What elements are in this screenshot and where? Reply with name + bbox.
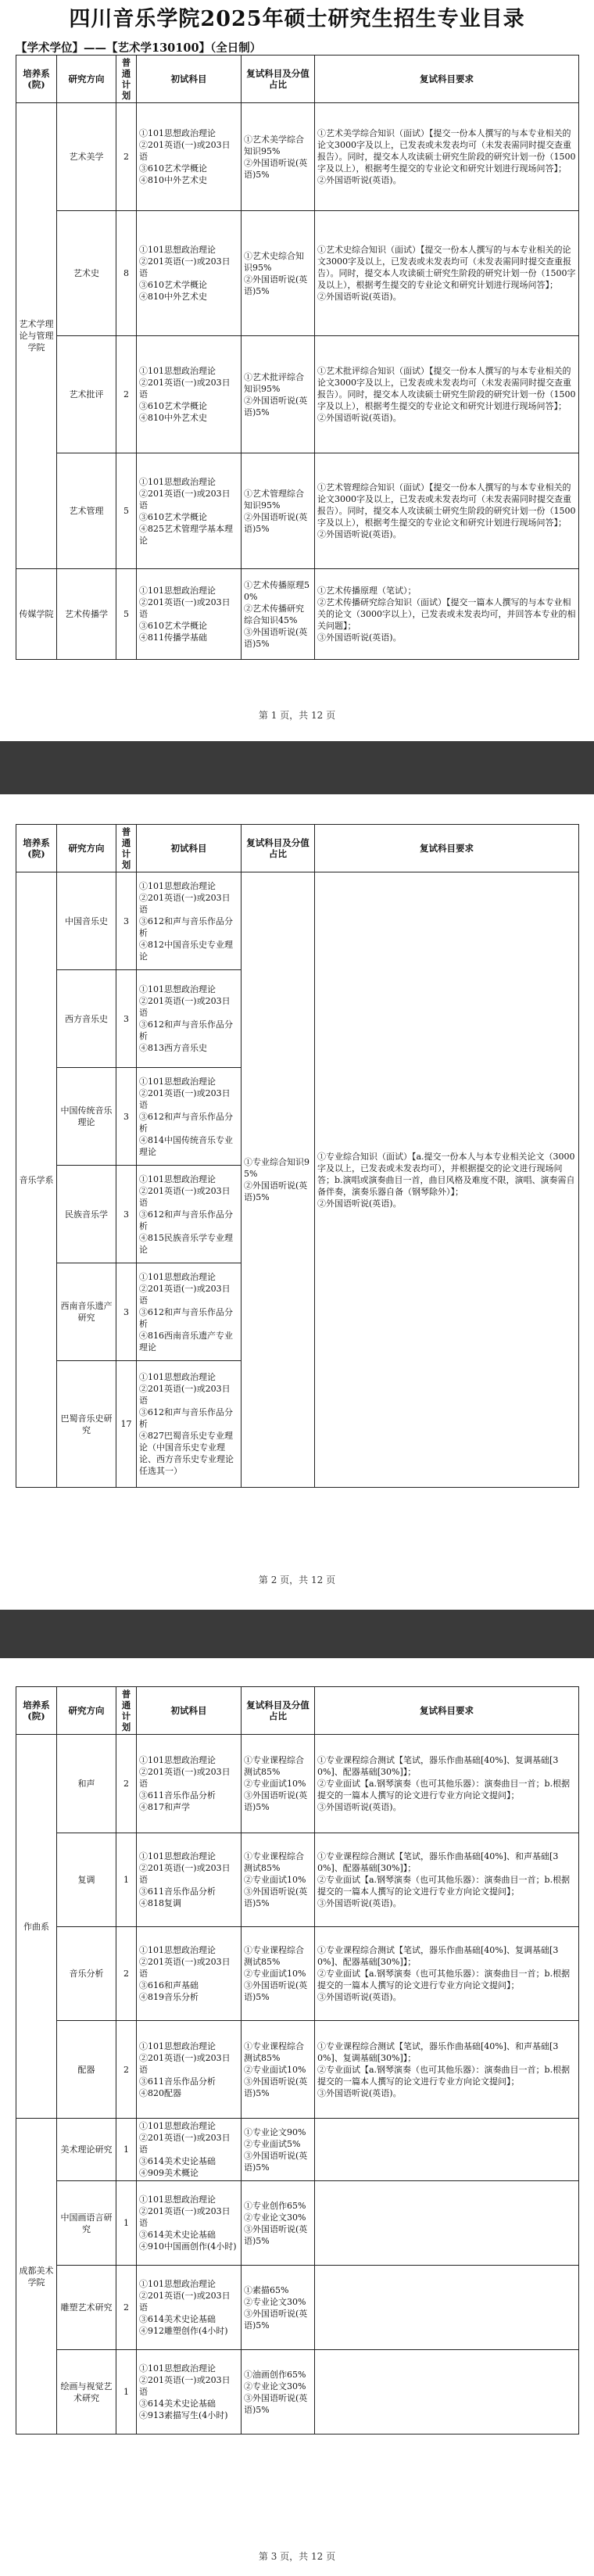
exam-subject: ②201英语(一)或203日语 <box>139 2291 231 2313</box>
requirement-item: ②外国语听说(英语)。 <box>317 413 402 423</box>
retest-item: ③外国语听说(英语)5% <box>244 626 308 649</box>
exam-subjects-cell <box>137 1166 242 1263</box>
plan-cell: 5 <box>116 453 137 569</box>
requirement-item: ②外国语听说(英语)。 <box>317 529 402 539</box>
table-row <box>16 1927 579 2021</box>
requirement-item: ②专业面试【a.钢琴演奏（也可其他乐器）：演奏曲目一首；b.根据提交的一篇本人撰写的论文进行专业方向论文提问】； <box>317 2064 571 2087</box>
exam-subject: ①101思想政治理论 <box>139 366 216 376</box>
exam-subject: ④816西南音乐遗产专业理论 <box>139 1330 233 1352</box>
retest-cell <box>242 2266 315 2350</box>
table-row <box>16 2119 579 2181</box>
requirement-item: ①专业课程综合测试【笔试，器乐作曲基础[40%]、和声基础[30%]、复调基础[30%]】； <box>317 2040 559 2063</box>
direction-cell: 艺术管理 <box>57 453 116 569</box>
exam-subject: ①101思想政治理论 <box>139 880 216 891</box>
exam-subject: ④815民族音乐学专业理论 <box>139 1232 233 1255</box>
degree-subtitle: 【学术学位】——【艺术学130100】（全日制） <box>16 41 262 55</box>
exam-subject: ②201英语(一)或203日语 <box>139 1087 231 1110</box>
exam-subject: ①101思想政治理论 <box>139 1173 216 1184</box>
exam-subject: ①101思想政治理论 <box>139 1076 216 1087</box>
exam-subjects-cell <box>137 453 242 569</box>
retest-item: ①专业课程综合测试85% <box>244 1851 304 1873</box>
header-plan: 普通计划 <box>116 825 137 872</box>
retest-item: ②外国语听说(英语)5% <box>244 395 308 417</box>
exam-subject: ②201英语(一)或203日语 <box>139 378 231 399</box>
direction-cell: 西南音乐遗产研究 <box>57 1263 116 1361</box>
exam-subjects-cell <box>137 569 242 660</box>
direction-cell: 中国传统音乐理论 <box>57 1068 116 1166</box>
exam-subject: ④913素描写生(4小时) <box>139 2410 228 2420</box>
exam-subject: ③611音乐作品分析 <box>139 2076 216 2087</box>
exam-subject: ③610艺术学概论 <box>139 511 207 522</box>
direction-cell: 绘画与视觉艺术研究 <box>57 2350 116 2434</box>
exam-subject: ②201英语(一)或203日语 <box>139 1767 231 1789</box>
requirement-item: ②专业面试【a.钢琴演奏（也可其他乐器）：演奏曲目一首；b.根据提交的一篇本人撰写的论文进行专业方向论文提问】； <box>317 1875 571 1897</box>
exam-subjects-cell <box>137 2350 242 2434</box>
retest-item: ②艺术传播研究综合知识45% <box>244 603 304 625</box>
plan-cell: 2 <box>116 2266 137 2350</box>
exam-subject: ③616和声基础 <box>139 1980 199 1990</box>
requirement-item: ②外国语听说(英语)。 <box>317 292 402 302</box>
exam-subject: ④820配器 <box>139 2087 181 2098</box>
exam-subject: ②201英语(一)或203日语 <box>139 1185 231 1208</box>
exam-subject: ④818复调 <box>139 1898 181 1908</box>
exam-subject: ③610艺术学概论 <box>139 401 207 411</box>
exam-subject: ③610艺术学概论 <box>139 621 207 631</box>
exam-subject: ④813西方音乐史 <box>139 1043 207 1053</box>
exam-subject: ①101思想政治理论 <box>139 2121 216 2131</box>
header-plan: 普通计划 <box>116 1687 137 1735</box>
requirement-item: ①专业综合知识（面试）【a.提交一份本人与本专业相关论文（3000字及以上，已发表或未发表均可），并根据提交的论文进行现场问答；b.演唱或演奏曲目一首，曲目风格及难度不限，演唱、演奏需自备伴奏，演奏乐器自备（钢琴除外）】； <box>317 1151 575 1197</box>
department-cell: 作曲系 <box>16 1735 57 2119</box>
exam-subject: ①101思想政治理论 <box>139 1945 216 1955</box>
requirements-cell <box>315 453 579 569</box>
page-footer: 第 2 页，共 12 页 <box>258 1575 336 1585</box>
exam-subject: ①101思想政治理论 <box>139 586 216 596</box>
exam-subject: ④810中外艺术史 <box>139 413 207 423</box>
retest-cell <box>242 1735 315 1833</box>
plan-cell: 2 <box>116 103 137 211</box>
header-plan: 普通计划 <box>116 56 137 103</box>
retest-cell <box>242 2021 315 2119</box>
exam-subject: ②201英语(一)或203日语 <box>139 996 231 1018</box>
exam-subjects-cell <box>137 1927 242 2021</box>
catalog-table-page-2 <box>16 824 579 1488</box>
retest-item: ②外国语听说(英语)5% <box>244 274 308 296</box>
header-exam: 初试科目 <box>137 56 242 103</box>
exam-subject: ③610艺术学概论 <box>139 163 207 174</box>
header-direction: 研究方向 <box>57 56 116 103</box>
exam-subject: ①101思想政治理论 <box>139 1851 216 1861</box>
requirement-item: ③外国语听说(英语)。 <box>317 1992 402 2002</box>
exam-subject: ③612和声与音乐作品分析 <box>139 1111 233 1134</box>
exam-subject: ①101思想政治理论 <box>139 2279 216 2289</box>
exam-subject: ③610艺术学概论 <box>139 280 207 290</box>
header-requirements: 复试科目要求 <box>315 56 579 103</box>
exam-subject: ①101思想政治理论 <box>139 128 216 138</box>
exam-subjects-cell <box>137 103 242 211</box>
exam-subject: ②201英语(一)或203日语 <box>139 597 231 619</box>
page-footer: 第 3 页，共 12 页 <box>258 2551 336 2562</box>
exam-subject: ①101思想政治理论 <box>139 984 216 994</box>
retest-item: ②专业论文30% <box>244 2296 306 2307</box>
table-row <box>16 2350 579 2434</box>
table-header-row <box>16 1687 579 1735</box>
exam-subject: ②201英语(一)或203日语 <box>139 2375 231 2397</box>
retest-item: ①专业创作65% <box>244 2200 306 2211</box>
plan-cell: 5 <box>116 569 137 660</box>
plan-cell: 1 <box>116 2119 137 2181</box>
retest-item: ②专业面试10% <box>244 2064 306 2075</box>
plan-cell: 2 <box>116 2021 137 2119</box>
retest-item: ②专业论文30% <box>244 2381 306 2391</box>
direction-cell: 巴蜀音乐史研究 <box>57 1361 116 1488</box>
table-header-row <box>16 825 579 872</box>
header-exam: 初试科目 <box>137 1687 242 1735</box>
retest-item: ③外国语听说(英语)5% <box>244 1790 308 1812</box>
requirement-item: ①专业课程综合测试【笔试，器乐作曲基础[40%]、和声基础[30%]、配器基础[30%]】； <box>317 1851 559 1873</box>
retest-item: ②专业论文30% <box>244 2212 306 2223</box>
retest-item: ①专业课程综合测试85% <box>244 1945 304 1967</box>
requirement-item: ①艺术管理综合知识（面试）【提交一份本人撰写的与本专业相关的论文3000字及以上，已发表或未发表均可（未发表需同时提交查重报告）。同时，提交本人攻读硕士研究生阶段的研究计划一份（1500字及以上），根据考生提交的专业论文和研究计划进行现场问答】； <box>317 482 576 528</box>
exam-subject: ①101思想政治理论 <box>139 2040 216 2051</box>
department-cell: 成都美术学院 <box>16 2119 57 2434</box>
table-row <box>16 1735 579 1833</box>
direction-cell: 和声 <box>57 1735 116 1833</box>
plan-cell: 3 <box>116 1263 137 1361</box>
header-department: 培养系(院) <box>16 1687 57 1735</box>
retest-item: ②外国语听说(英语)5% <box>244 157 308 180</box>
page-separator <box>0 741 594 794</box>
table-row <box>16 872 579 970</box>
exam-subjects-cell <box>137 2181 242 2266</box>
exam-subjects-cell <box>137 872 242 970</box>
page-2 <box>0 794 594 1610</box>
direction-cell: 艺术批评 <box>57 336 116 453</box>
retest-item: ①专业课程综合测试85% <box>244 2040 304 2063</box>
page-3 <box>0 1658 594 2576</box>
table-row <box>16 1833 579 1927</box>
exam-subjects-cell <box>137 1361 242 1488</box>
retest-item: ①艺术史综合知识95% <box>244 250 304 273</box>
plan-cell: 8 <box>116 211 137 336</box>
exam-subject: ④810中外艺术史 <box>139 175 207 185</box>
requirement-item: ①专业课程综合测试【笔试，器乐作曲基础[40%]、复调基础[30%]、配器基础[30%]】； <box>317 1755 559 1777</box>
exam-subject: ②201英语(一)或203日语 <box>139 488 231 511</box>
exam-subject: ④819音乐分析 <box>139 1992 199 2002</box>
exam-subjects-cell <box>137 1833 242 1927</box>
direction-cell: 音乐分析 <box>57 1927 116 2021</box>
exam-subjects-cell <box>137 2021 242 2119</box>
exam-subject: ③614美术史论基础 <box>139 2314 216 2324</box>
requirements-cell <box>315 2350 579 2434</box>
retest-item: ①艺术批评综合知识95% <box>244 371 304 394</box>
requirement-item: ②外国语听说(英语)。 <box>317 175 402 185</box>
exam-subject: ④812中国音乐史专业理论 <box>139 939 233 962</box>
exam-subject: ③614美术史论基础 <box>139 2230 216 2240</box>
retest-item: ②外国语听说(英语)5% <box>244 1181 308 1202</box>
exam-subjects-cell <box>137 1263 242 1361</box>
requirements-cell <box>315 872 579 1488</box>
direction-cell: 中国画语言研究 <box>57 2181 116 2266</box>
exam-subject: ④912雕塑创作(4小时) <box>139 2326 228 2336</box>
requirement-item: ③外国语听说(英语)。 <box>317 2087 402 2098</box>
retest-item: ①艺术管理综合知识95% <box>244 488 304 511</box>
direction-cell: 复调 <box>57 1833 116 1927</box>
retest-cell <box>242 2181 315 2266</box>
exam-subjects-cell <box>137 2266 242 2350</box>
exam-subject: ③611音乐作品分析 <box>139 1886 216 1897</box>
exam-subject: ②201英语(一)或203日语 <box>139 1957 231 1979</box>
requirements-cell <box>315 336 579 453</box>
requirement-item: ②专业面试【a.钢琴演奏（也可其他乐器）：演奏曲目一首；b.根据提交的一篇本人撰写的论文进行专业方向论文提问】； <box>317 1779 571 1800</box>
exam-subject: ③614美术史论基础 <box>139 2156 216 2166</box>
requirements-cell <box>315 2021 579 2119</box>
exam-subject: ①101思想政治理论 <box>139 1755 216 1765</box>
header-exam: 初试科目 <box>137 825 242 872</box>
page-footer: 第 1 页，共 12 页 <box>258 710 336 721</box>
retest-item: ②专业面试5% <box>244 2138 301 2149</box>
exam-subjects-cell <box>137 1068 242 1166</box>
exam-subject: ②201英语(一)或203日语 <box>139 256 231 278</box>
plan-cell: 3 <box>116 1166 137 1263</box>
table-row <box>16 569 579 660</box>
department-cell: 音乐学系 <box>16 872 57 1488</box>
exam-subject: ①101思想政治理论 <box>139 245 216 255</box>
direction-cell: 西方音乐史 <box>57 970 116 1068</box>
exam-subject: ④814中国传统音乐专业理论 <box>139 1134 233 1157</box>
exam-subject: ④810中外艺术史 <box>139 292 207 302</box>
table-row <box>16 211 579 336</box>
exam-subject: ④825艺术管理学基本理论 <box>139 523 233 546</box>
exam-subject: ④817和声学 <box>139 1802 190 1812</box>
exam-subject: ①101思想政治理论 <box>139 1372 216 1382</box>
retest-cell <box>242 453 315 569</box>
exam-subject: ①101思想政治理论 <box>139 476 216 487</box>
catalog-table-page-3 <box>16 1686 579 2434</box>
plan-cell: 3 <box>116 872 137 970</box>
requirement-item: ②外国语听说(英语)。 <box>317 1198 402 1209</box>
direction-cell: 配器 <box>57 2021 116 2119</box>
table-header-row <box>16 56 579 103</box>
requirement-item: ③外国语听说(英语)。 <box>317 1802 402 1812</box>
retest-item: ③外国语听说(英语)5% <box>244 2392 308 2415</box>
requirement-item: ③外国语听说(英语)。 <box>317 1898 402 1908</box>
direction-cell: 艺术美学 <box>57 103 116 211</box>
exam-subject: ②201英语(一)或203日语 <box>139 2133 231 2155</box>
header-department: 培养系(院) <box>16 825 57 872</box>
page-title: 四川音乐学院2025年硕士研究生招生专业目录 <box>69 7 525 31</box>
requirements-cell <box>315 1735 579 1833</box>
requirement-item: ②专业面试【a.钢琴演奏（也可其他乐器）：演奏曲目一首；b.根据提交的一篇本人撰写的论文进行专业方向论文提问】； <box>317 1969 571 1990</box>
requirement-item: ①艺术美学综合知识（面试）【提交一份本人撰写的与本专业相关的论文3000字及以上，已发表或未发表均可（未发表需同时提交查重报告）。同时，提交本人攻读硕士研究生阶段的研究计划一份（1500字及以上），根据考生提交的专业论文和研究计划进行现场问答】； <box>317 128 576 174</box>
table-row <box>16 2021 579 2119</box>
exam-subject: ③614美术史论基础 <box>139 2399 216 2409</box>
exam-subjects-cell <box>137 211 242 336</box>
exam-subject: ③612和声与音乐作品分析 <box>139 1306 233 1329</box>
requirement-item: ③外国语听说(英语)。 <box>317 632 402 643</box>
exam-subject: ②201英语(一)或203日语 <box>139 2206 231 2228</box>
plan-cell: 1 <box>116 1833 137 1927</box>
retest-item: ①艺术美学综合知识95% <box>244 134 304 156</box>
direction-cell: 雕塑艺术研究 <box>57 2266 116 2350</box>
header-retest: 复试科目及分值占比 <box>242 56 315 103</box>
requirements-cell <box>315 2119 579 2181</box>
retest-item: ②专业面试10% <box>244 1875 306 1885</box>
retest-cell <box>242 569 315 660</box>
plan-cell: 1 <box>116 2350 137 2434</box>
exam-subject: ②201英语(一)或203日语 <box>139 140 231 162</box>
direction-cell: 民族音乐学 <box>57 1166 116 1263</box>
retest-item: ②专业面试10% <box>244 1969 306 1979</box>
direction-cell: 艺术史 <box>57 211 116 336</box>
header-direction: 研究方向 <box>57 1687 116 1735</box>
retest-item: ②专业面试10% <box>244 1779 306 1789</box>
exam-subjects-cell <box>137 2119 242 2181</box>
header-requirements: 复试科目要求 <box>315 825 579 872</box>
retest-cell <box>242 872 315 1488</box>
requirements-cell <box>315 2181 579 2266</box>
exam-subject: ④827巴蜀音乐史专业理论（中国音乐史专业理论、西方音乐史专业理论任选其一） <box>139 1431 234 1476</box>
retest-item: ①素描65% <box>244 2284 289 2295</box>
retest-cell <box>242 103 315 211</box>
requirement-item: ①艺术传播原理（笔试）； <box>317 586 417 596</box>
exam-subject: ③611音乐作品分析 <box>139 1790 216 1800</box>
exam-subject: ①101思想政治理论 <box>139 1271 216 1282</box>
requirements-cell <box>315 2266 579 2350</box>
retest-item: ③外国语听说(英语)5% <box>244 1980 308 2002</box>
retest-item: ③外国语听说(英语)5% <box>244 2150 308 2173</box>
exam-subject: ②201英语(一)或203日语 <box>139 2052 231 2075</box>
exam-subjects-cell <box>137 336 242 453</box>
requirement-item: ①艺术批评综合知识（面试）【提交一份本人撰写的与本专业相关的论文3000字及以上，已发表或未发表均可（未发表需同时提交查重报告）。同时，提交本人攻读硕士研究生阶段的研究计划一份（1500字及以上），根据考生提交的专业论文和研究计划进行现场问答】； <box>317 366 576 411</box>
page-1 <box>0 0 594 741</box>
retest-item: ①油画创作65% <box>244 2369 306 2380</box>
department-cell: 传媒学院 <box>16 569 57 660</box>
plan-cell: 17 <box>116 1361 137 1488</box>
plan-cell: 3 <box>116 1068 137 1166</box>
retest-item: ①专业论文90% <box>244 2126 306 2137</box>
requirements-cell <box>315 569 579 660</box>
plan-cell: 1 <box>116 2181 137 2266</box>
requirement-item: ①专业课程综合测试【笔试，器乐作曲基础[40%]、复调基础[30%]、配器基础[30%]】； <box>317 1945 559 1967</box>
requirements-cell <box>315 211 579 336</box>
department-cell: 艺术学理论与管理学院 <box>16 103 57 569</box>
retest-item: ③外国语听说(英语)5% <box>244 2076 308 2098</box>
retest-item: ①专业课程综合测试85% <box>244 1755 304 1777</box>
table-row <box>16 103 579 211</box>
requirements-cell <box>315 103 579 211</box>
catalog-table-page-1 <box>16 55 579 660</box>
exam-subjects-cell <box>137 970 242 1068</box>
retest-item: ③外国语听说(英语)5% <box>244 2308 308 2331</box>
table-row <box>16 2181 579 2266</box>
retest-cell <box>242 2119 315 2181</box>
exam-subject: ④909美术概论 <box>139 2168 199 2178</box>
requirement-item: ②艺术传播研究综合知识（面试）【提交一篇本人撰写的与本专业相关的论文（3000字以上），已发表或未发表均可，并回答本专业的相关问题】； <box>317 597 576 631</box>
exam-subject: ②201英语(一)或203日语 <box>139 1384 231 1406</box>
exam-subjects-cell <box>137 1735 242 1833</box>
exam-subject: ③612和声与音乐作品分析 <box>139 1407 233 1429</box>
direction-cell: 美术理论研究 <box>57 2119 116 2181</box>
header-retest: 复试科目及分值占比 <box>242 825 315 872</box>
retest-cell <box>242 336 315 453</box>
exam-subject: ②201英语(一)或203日语 <box>139 892 231 915</box>
header-department: 培养系(院) <box>16 56 57 103</box>
plan-cell: 2 <box>116 336 137 453</box>
retest-item: ①艺术传播原理50% <box>244 579 310 602</box>
table-row <box>16 453 579 569</box>
table-row <box>16 336 579 453</box>
page-separator <box>0 1610 594 1658</box>
plan-cell: 2 <box>116 1735 137 1833</box>
retest-item: ③外国语听说(英语)5% <box>244 2223 308 2246</box>
table-row <box>16 2266 579 2350</box>
retest-cell <box>242 1927 315 2021</box>
requirements-cell <box>315 1927 579 2021</box>
exam-subject: ②201英语(一)或203日语 <box>139 1863 231 1885</box>
header-requirements: 复试科目要求 <box>315 1687 579 1735</box>
exam-subject: ①101思想政治理论 <box>139 2194 216 2205</box>
exam-subject: ④811传播学基础 <box>139 632 207 643</box>
direction-cell: 中国音乐史 <box>57 872 116 970</box>
exam-subject: ③612和声与音乐作品分析 <box>139 915 233 938</box>
plan-cell: 3 <box>116 970 137 1068</box>
plan-cell: 2 <box>116 1927 137 2021</box>
retest-cell <box>242 211 315 336</box>
retest-cell <box>242 2350 315 2434</box>
exam-subject: ③612和声与音乐作品分析 <box>139 1209 233 1231</box>
requirements-cell <box>315 1833 579 1927</box>
retest-item: ①专业综合知识95% <box>244 1157 310 1179</box>
exam-subject: ④910中国画创作(4小时) <box>139 2241 237 2252</box>
requirement-item: ①艺术史综合知识（面试）【提交一份本人撰写的与本专业相关的论文3000字及以上，已发表或未发表均可（未发表需同时提交查重报告）。同时，提交本人攻读硕士研究生阶段的研究计划一份（1500字及以上），根据考生提交的专业论文和研究计划进行现场问答】； <box>317 245 576 290</box>
retest-item: ③外国语听说(英语)5% <box>244 1886 308 1908</box>
retest-cell <box>242 1833 315 1927</box>
retest-item: ②外国语听说(英语)5% <box>244 511 308 534</box>
header-retest: 复试科目及分值占比 <box>242 1687 315 1735</box>
exam-subject: ②201英语(一)或203日语 <box>139 1283 231 1306</box>
header-direction: 研究方向 <box>57 825 116 872</box>
exam-subject: ①101思想政治理论 <box>139 2363 216 2374</box>
direction-cell: 艺术传播学 <box>57 569 116 660</box>
exam-subject: ③612和声与音乐作品分析 <box>139 1019 233 1041</box>
